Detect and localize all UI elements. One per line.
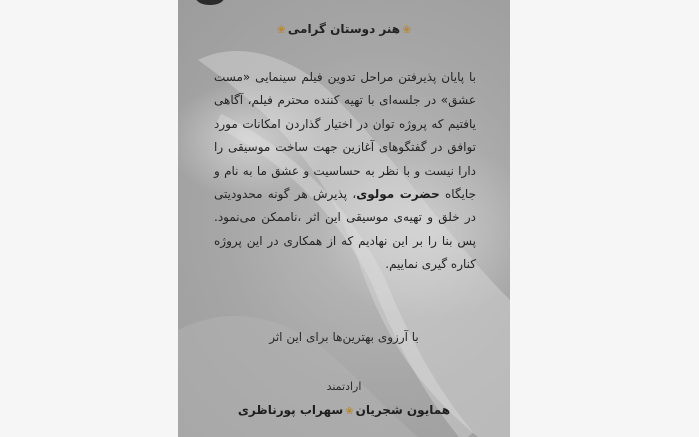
signer-name: همایون شجریان: [355, 403, 451, 417]
body-text-part-1: با پایان پذیرفتن مراحل تدوین فیلم سینمایی «مست عشق» در جلسه‌ای با تهیه کننده محترم فیلم، آگاهی یافتیم که پروژه توان در اختیار گذاردن امکانات مورد توافق در گفتگوهای آغازین جهت ساخت موسیقی را دارا نیست و با نظر به حساسیت و عشق ما به نام و جایگاه: [214, 70, 476, 202]
letter-body: [214, 66, 476, 277]
body-text-part-2: ، پذیرش هر گونه محدودیتی در خلق و تهیه‌ی موسیقی این اثر ،ناممکن می‌نمود. پس بنا را بر این نهادیم که از همکاری در این پروژه کناره گیری نماییم.: [214, 187, 476, 272]
flower-ornament-icon: ❀: [276, 23, 286, 36]
signer-name: سهراب پورناظری: [237, 403, 344, 417]
left-margin: [0, 0, 178, 437]
flower-ornament-icon: ❀: [402, 23, 412, 36]
closing-wish: با آرزوی بهترین‌ها برای این اثر: [269, 330, 419, 344]
highlighted-name: حضرت مولوی: [356, 187, 440, 202]
greeting-text: هنر دوستان گرامی: [287, 22, 401, 36]
letter-greeting: [178, 22, 510, 36]
signatories: [178, 403, 510, 417]
closing-word: ارادتمند: [326, 380, 362, 393]
flower-ornament-icon: ❀: [345, 406, 354, 417]
statement-card: [178, 0, 510, 437]
right-margin: [510, 0, 699, 437]
